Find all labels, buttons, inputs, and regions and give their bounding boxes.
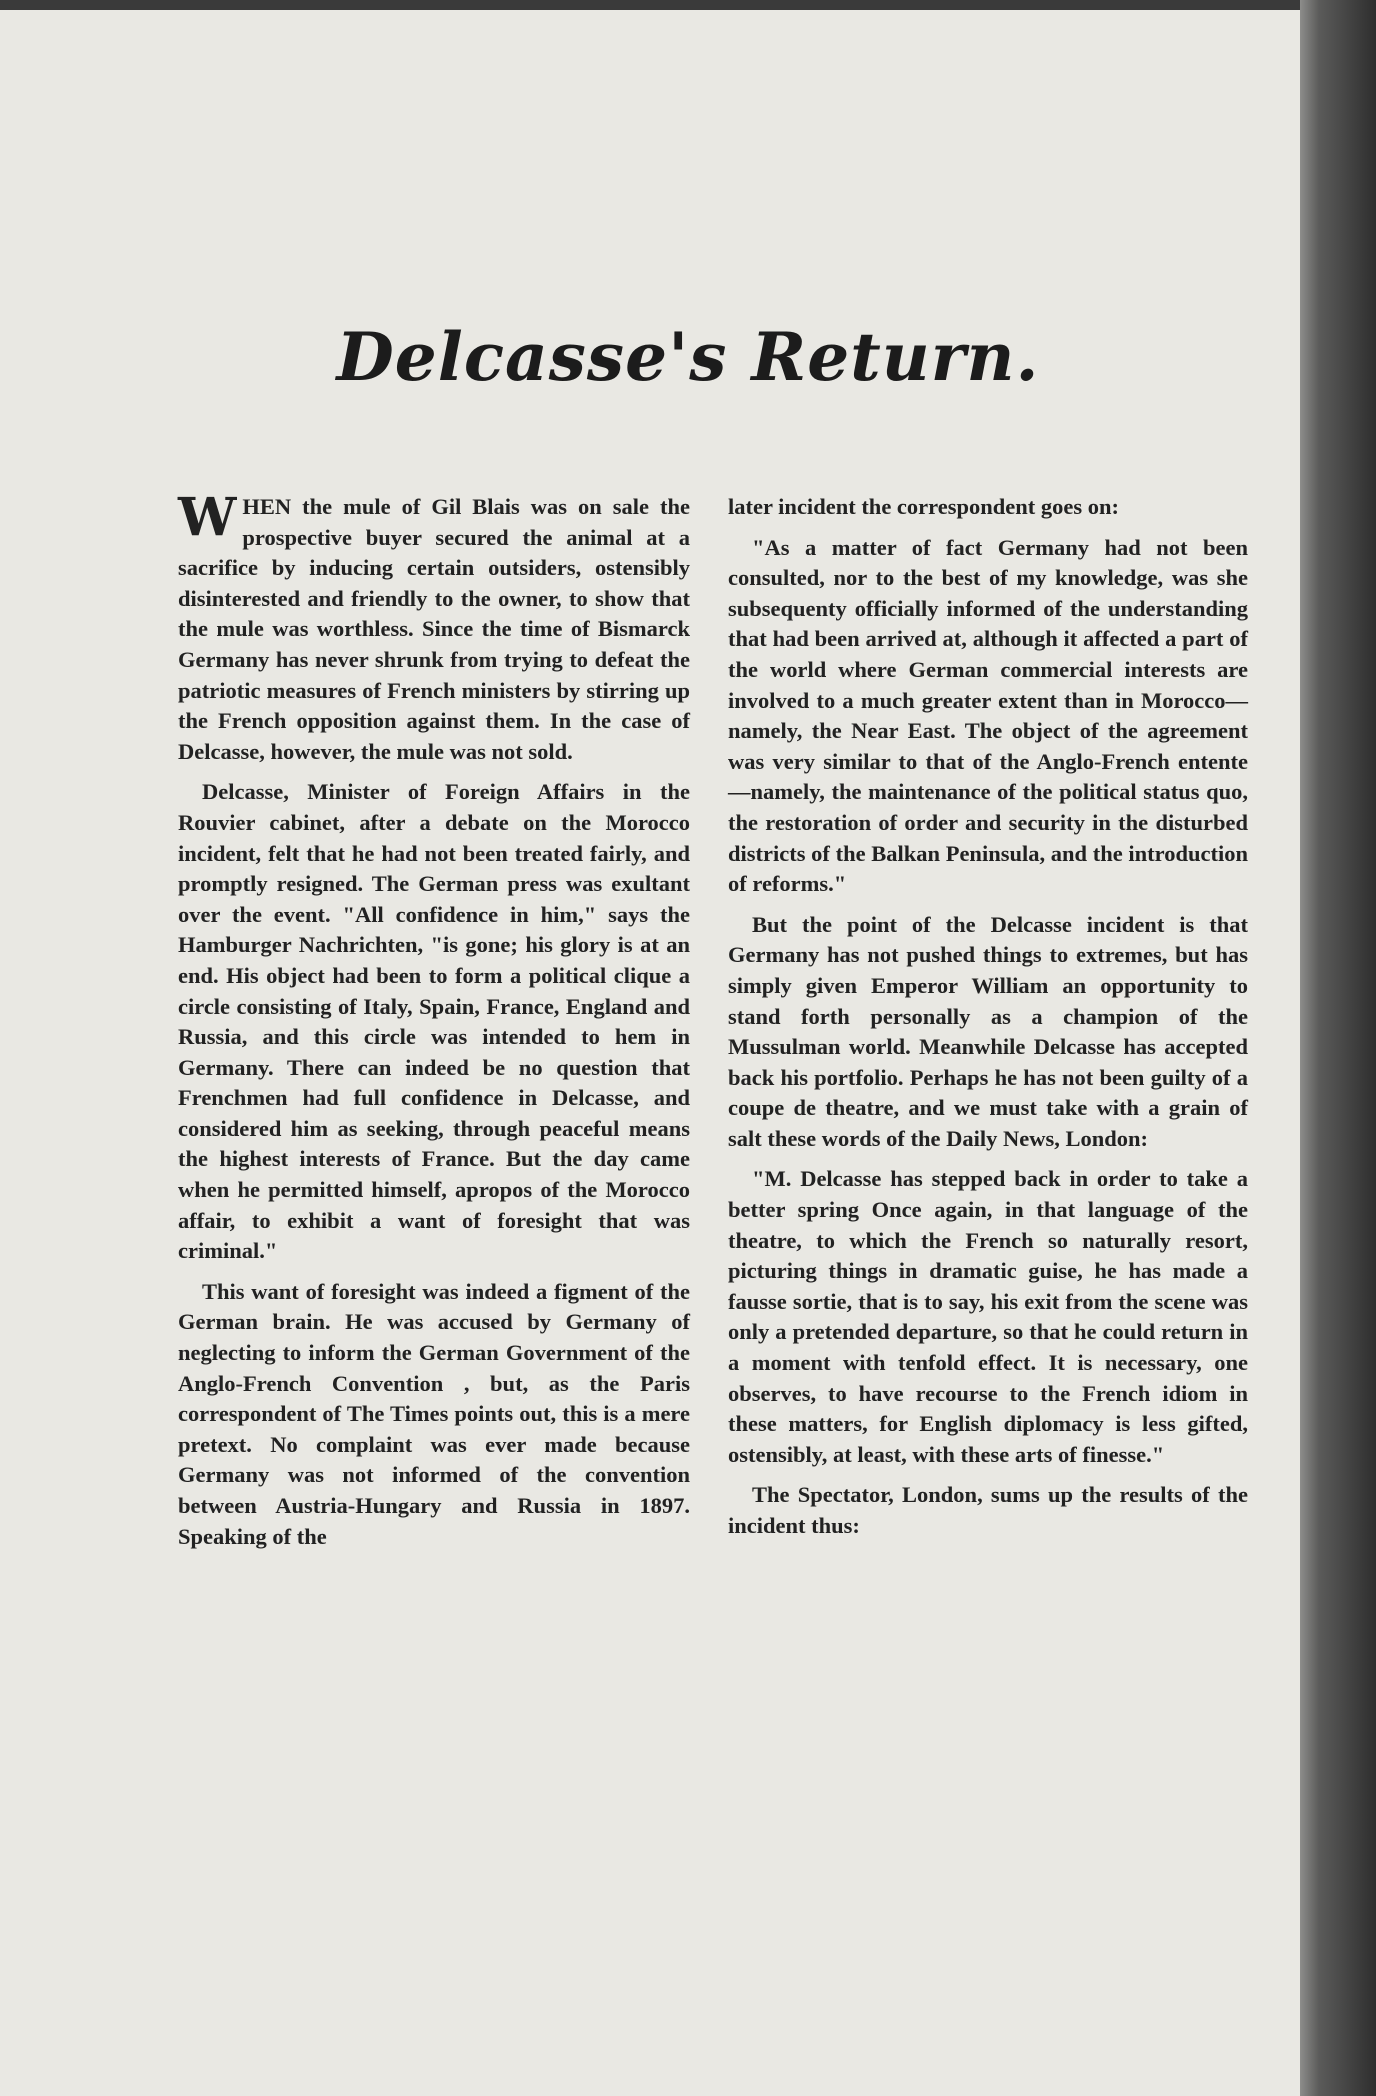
left-paragraph-2: Delcasse, Minister of Foreign Affairs in the Rouvier cabinet, after a debate on the Morocco incident, felt that he had not been treated fairly, and promptly resigned. The German press was exultant over the event. "All confidence in him," says the Hamburger Nachrichten, "is gone; his glory is at an end. His object had been to form a political clique a circle consisting of Italy, Spain, France, England and Russia, and this circle was intended to hem in Germany. There can indeed be no question that Frenchmen had full confidence in Delcasse, and considered him as seeking, through peaceful means the highest interests of France. But the day came when he permitted himself, apropos of the Morocco affair, to exhibit a want of foresight that was criminal." xyxy=(178,779,690,1264)
adjacent-page-edge xyxy=(1300,0,1376,2096)
right-paragraph-3: But the point of the Delcasse incident is that Germany has not pushed things to extremes, but has simply given Emperor William an opportunity to stand forth personally as a champion of the Mussulman world. Meanwhile Delcasse has accepted back his portfolio. Perhaps he has not been guilty of a coupe de theatre, and we must take with a grain of salt these words of the Daily News, London: xyxy=(728,911,1248,1151)
left-paragraph-1-text: HEN the mule of Gil Blais was on sale the prospective buyer secured the animal at a sacrifice by inducing certain outsiders, ostensibly disinterested and friendly to the owner, to show that the mule was worthless. Since the time of Bismarck Germany has never shrunk from trying to defeat the patriotic measures of French ministers by stirring up the French opposition against them. In the case of Delcasse, however, the mule was not sold. xyxy=(178,494,690,764)
drop-cap: W xyxy=(178,487,237,548)
left-column xyxy=(178,487,690,1562)
left-paragraph-1 xyxy=(178,487,690,767)
article-title: Delcasse's Return. xyxy=(336,318,1040,396)
scan-edge-mark-top xyxy=(0,0,1300,10)
right-paragraph-4: "M. Delcasse has stepped back in order to take a better spring Once again, in that language of the theatre, to which the French so naturally resort, picturing things in dramatic guise, he has made a fausse sortie, that is to say, his exit from the scene was only a pretended departure, so that he could return in a moment with tenfold effect. It is necessary, one observes, to have recourse to the French idiom in these matters, for English diplomacy is less gifted, ostensibly, at least, with these arts of finesse." xyxy=(728,1166,1248,1467)
left-paragraph-3: This want of foresight was indeed a figment of the German brain. He was accused by Germany of neglecting to inform the German Government of the Anglo-French Convention , but, as the Paris correspondent of The Times points out, this is a mere pretext. No complaint was ever made because Germany was not informed of the convention between Austria-Hungary and Russia in 1897. Speaking of the xyxy=(178,1278,690,1549)
right-column xyxy=(728,492,1248,1552)
right-paragraph-2: "As a matter of fact Germany had not been consulted, nor to the best of my knowledge, was she subsequenty officially informed of the understanding that had been arrived at, although it affected a part of the world where German commercial interests are involved to a much greater extent than in Morocco—namely, the Near East. The object of the agreement was very similar to that of the Anglo-French entente—namely, the maintenance of the political status quo, the restoration of order and security in the disturbed districts of the Balkan Peninsula, and the introduction of reforms." xyxy=(728,534,1248,897)
right-paragraph-1: later incident the correspondent goes on: xyxy=(728,494,1120,519)
right-paragraph-5: The Spectator, London, sums up the results of the incident thus: xyxy=(728,1482,1248,1538)
